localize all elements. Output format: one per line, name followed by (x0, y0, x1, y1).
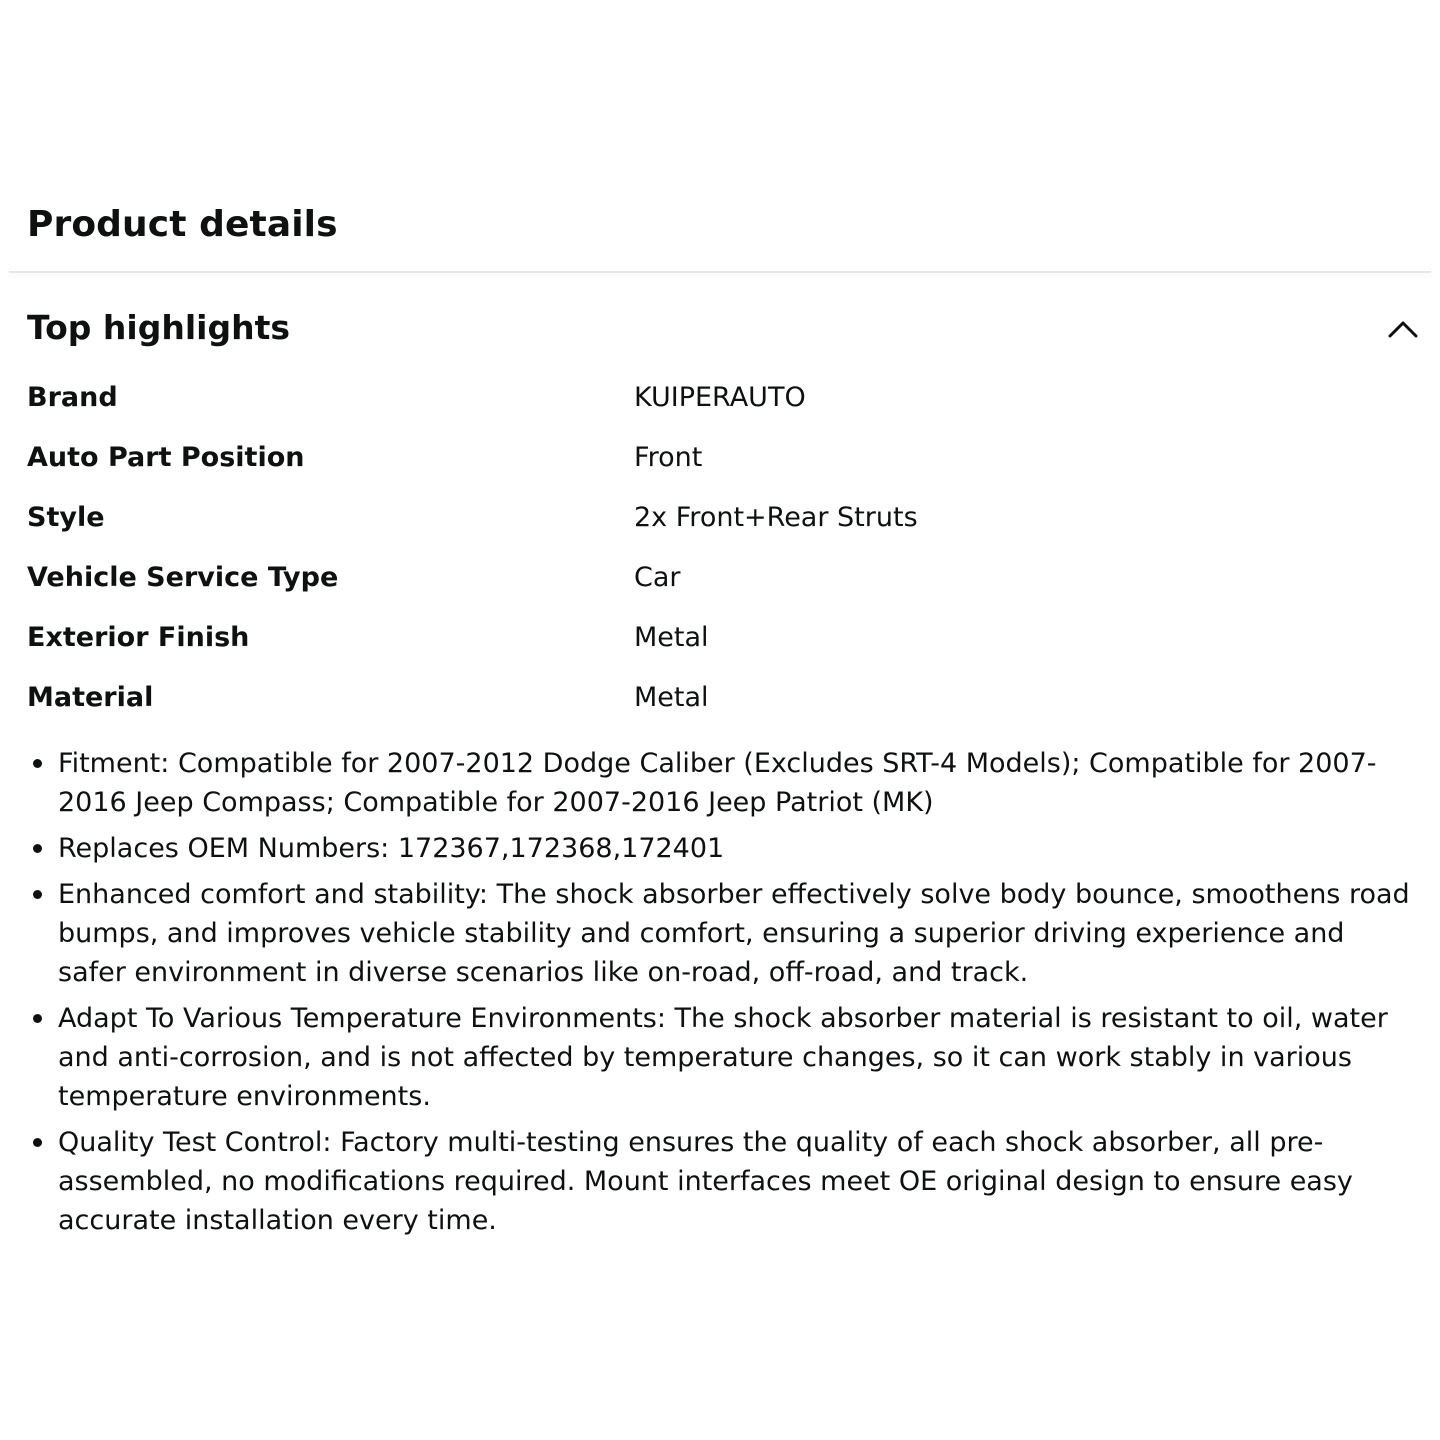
spec-value: Metal (634, 622, 709, 653)
spec-row-brand (27, 368, 1417, 428)
spec-row-material (27, 668, 1417, 728)
feature-bullet-fitment: Fitment: Compatible for 2007-2012 Dodge Caliber (Excludes SRT-4 Models); Compatible for 2007-2016 Jeep Compass; Compatible for 2007-2016 Jeep Patriot (MK) (58, 744, 1420, 822)
spec-row-auto-part-position (27, 428, 1417, 488)
section-title: Top highlights (27, 308, 290, 347)
section-divider (9, 271, 1431, 273)
feature-bullet-list (58, 744, 1420, 1247)
spec-row-exterior-finish (27, 608, 1417, 668)
spec-label: Auto Part Position (27, 442, 305, 473)
feature-bullet-temperature: Adapt To Various Temperature Environments: The shock absorber material is resistant to oil, water and anti-corrosion, and is not affected by temperature changes, so it can work stably in various temperature environments. (58, 999, 1420, 1116)
feature-bullet-quality: Quality Test Control: Factory multi-testing ensures the quality of each shock absorber, all pre-assembled, no modifications required. Mount interfaces meet OE original design to ensure easy accurate installation every time. (58, 1123, 1420, 1240)
spec-label: Material (27, 682, 154, 713)
spec-row-style (27, 488, 1417, 548)
spec-label: Brand (27, 382, 118, 413)
feature-bullet-oem-numbers: Replaces OEM Numbers: 172367,172368,172401 (58, 829, 1420, 868)
feature-bullet-comfort: Enhanced comfort and stability: The shock absorber effectively solve body bounce, smoothens road bumps, and improves vehicle stability and comfort, ensuring a superior driving experience and safer environment in diverse scenarios like on-road, off-road, and track. (58, 875, 1420, 992)
spec-table (27, 368, 1417, 728)
spec-value: Car (634, 562, 681, 593)
spec-label: Style (27, 502, 105, 533)
spec-value: Front (634, 442, 703, 473)
spec-value: KUIPERAUTO (634, 382, 806, 413)
top-highlights-header[interactable] (27, 300, 1420, 356)
spec-value: Metal (634, 682, 709, 713)
spec-label: Exterior Finish (27, 622, 250, 653)
chevron-up-icon[interactable] (1386, 312, 1420, 346)
spec-label: Vehicle Service Type (27, 562, 339, 593)
spec-row-vehicle-service-type (27, 548, 1417, 608)
page-title: Product details (27, 204, 338, 245)
spec-value: 2x Front+Rear Struts (634, 502, 918, 533)
